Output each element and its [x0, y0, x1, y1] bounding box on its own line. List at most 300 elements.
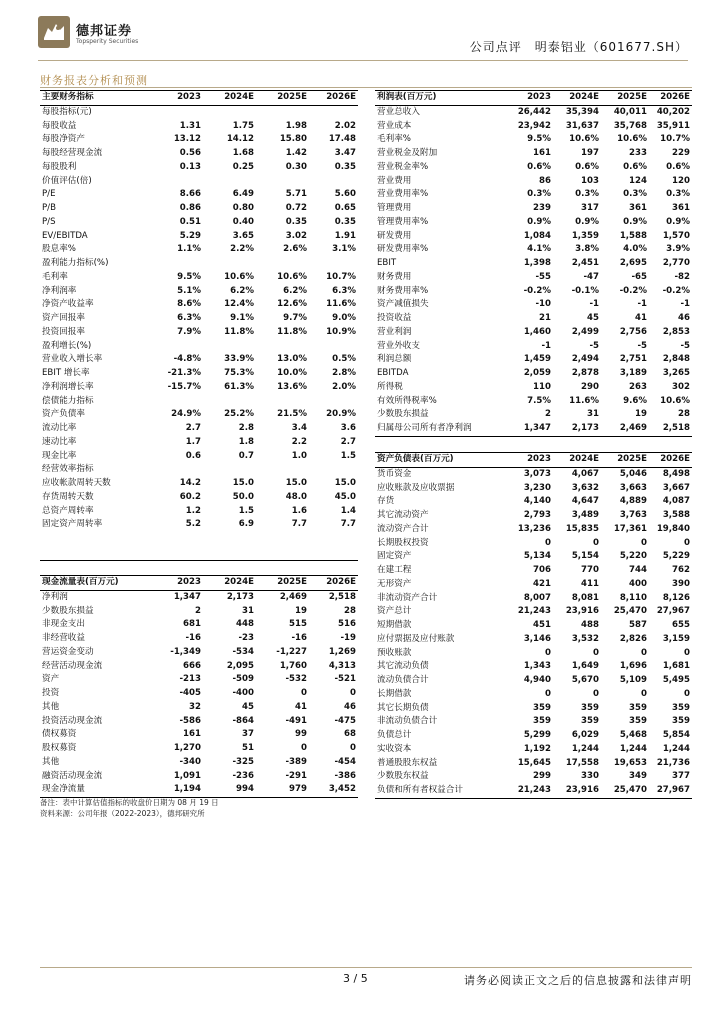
row-label: EBIT [377, 258, 397, 268]
column-header: 2025E [256, 91, 309, 106]
cell-value: 110 [533, 381, 551, 392]
row-label: 其它流动负债 [377, 661, 429, 672]
row-label: 每股收益 [42, 120, 77, 131]
table-row [40, 133, 358, 147]
cell-value: 3,667 [662, 482, 690, 493]
cell-value: 26,442 [517, 106, 551, 117]
cell-value: 10.6% [277, 271, 307, 282]
table-row [375, 105, 692, 119]
cell-value: 0 [684, 688, 690, 699]
cell-value: 14.12 [226, 134, 254, 145]
table-row [40, 701, 358, 715]
cell-value: 4,313 [328, 660, 356, 671]
cell-value: 10.6% [224, 271, 254, 282]
row-label: 营业总收入 [377, 106, 420, 117]
table-header-row [375, 453, 692, 468]
row-label: 应收帐款周转天数 [42, 478, 111, 488]
column-header: 2026E [649, 91, 692, 106]
cell-value: 3,265 [662, 368, 690, 378]
table-row [40, 618, 358, 632]
page-header [38, 14, 688, 61]
table-row [40, 491, 358, 505]
cell-value: 161 [183, 729, 201, 740]
row-label: 净利润 [42, 591, 68, 602]
cell-value: 0.6 [185, 450, 201, 461]
cell-value: 32 [189, 701, 201, 712]
cell-value: 1.5 [238, 505, 254, 516]
cell-value: 4,647 [571, 496, 599, 507]
cell-value [309, 395, 358, 409]
cell-value: 31,637 [565, 120, 599, 131]
cell-value: -5 [589, 340, 599, 351]
cell-value: 2,695 [619, 258, 647, 268]
row-label: 价值评估(倍) [42, 175, 92, 186]
cell-value: 5,046 [619, 468, 647, 479]
table-header-row [40, 576, 358, 591]
cell-value: 13.6% [277, 381, 307, 392]
cell-value: -405 [179, 688, 201, 698]
table-row [40, 340, 358, 354]
cell-value: 13,236 [517, 523, 551, 534]
cell-value: 5,220 [619, 551, 647, 562]
cell-value: -0.2% [619, 285, 647, 296]
cell-value: 1,359 [571, 230, 599, 241]
row-label: EBITDA [377, 368, 409, 378]
cell-value: 3,073 [523, 468, 551, 479]
cell-value: -521 [334, 674, 356, 685]
cell-value: 0.35 [334, 161, 356, 172]
column-header: 2023 [508, 91, 553, 106]
cell-value: 1.2 [185, 505, 201, 516]
cell-value: 0.3% [666, 189, 690, 200]
table-row [375, 285, 692, 299]
table-row [375, 161, 692, 175]
cell-value: 3,159 [662, 633, 690, 644]
cell-value: 6.3% [177, 313, 201, 323]
cell-value: -454 [334, 756, 356, 767]
cell-value: 1,244 [662, 743, 690, 754]
row-label: 经营活动现金流 [42, 660, 103, 671]
cell-value: 3,588 [662, 510, 690, 520]
cell-value: 12.4% [224, 299, 254, 310]
cell-value: 2,469 [601, 422, 649, 436]
logo-text: 德邦证券 [76, 24, 133, 39]
cell-value: 197 [581, 148, 599, 158]
cell-value: 706 [533, 565, 551, 575]
cell-value: 61.3% [224, 381, 254, 392]
cell-value: 5,154 [571, 551, 599, 562]
table-row [375, 243, 692, 257]
cell-value: 23,942 [517, 120, 551, 131]
cell-value: 2,826 [619, 633, 647, 644]
cell-value: 2,518 [649, 422, 692, 436]
cell-value: 33.9% [224, 354, 254, 365]
cell-value: 515 [289, 619, 307, 630]
cell-value: 7.9% [177, 326, 201, 337]
cell-value: 2,173 [226, 591, 254, 602]
table-row [375, 147, 692, 161]
row-label: 资产负债率 [42, 409, 85, 420]
cell-value [256, 546, 309, 560]
cell-value: 0.25 [232, 161, 254, 172]
table-title: 资产负债表(百万元) [375, 453, 508, 468]
row-label: 营业成本 [377, 120, 412, 131]
cell-value: 3,663 [619, 482, 647, 493]
table-row [40, 742, 358, 756]
cell-value: -475 [334, 715, 356, 726]
cell-value: 1.8 [238, 436, 254, 447]
cell-value: 46 [344, 701, 356, 712]
cell-value [203, 340, 256, 354]
cell-value: 377 [672, 771, 690, 782]
row-label: 归属母公司所有者净利润 [375, 422, 508, 436]
cell-value: 21.5% [277, 409, 307, 420]
cell-value: 2.7 [340, 436, 356, 447]
cell-value: 3.9% [666, 244, 690, 255]
table-row [40, 216, 358, 230]
cell-value: 0.6% [623, 161, 647, 172]
cell-value: -4.8% [173, 354, 201, 365]
column-header: 2024E [203, 91, 256, 106]
cell-value: 359 [581, 716, 599, 727]
row-label: 营运资金变动 [42, 646, 94, 657]
row-label: 流动资产合计 [377, 523, 429, 534]
cell-value: 0.56 [179, 148, 201, 158]
cell-value: 0.9% [575, 216, 599, 227]
cell-value: 51 [242, 743, 254, 753]
cell-value: 2.02 [334, 120, 356, 131]
table-row [40, 257, 358, 271]
table-row [375, 674, 692, 688]
row-label: 股息率% [42, 244, 76, 255]
row-label: 研发费用率% [377, 244, 429, 255]
cell-value: 2,770 [662, 258, 690, 268]
cell-value: 50.0 [232, 491, 254, 502]
cell-value: 46 [678, 313, 690, 323]
row-label: 固定资产周转率 [42, 519, 103, 530]
row-label: 速动比率 [42, 436, 77, 447]
row-label: 非经营收益 [42, 633, 85, 643]
cell-value [309, 257, 358, 271]
row-label: 所得税 [377, 381, 403, 392]
table-row [40, 202, 358, 216]
table-row [375, 495, 692, 509]
cell-value: 0.13 [179, 161, 201, 172]
cell-value [256, 532, 309, 546]
cell-value: 75.3% [224, 368, 254, 378]
cell-value: 0.3% [575, 189, 599, 200]
cell-value: 3.65 [232, 230, 254, 241]
cell-value: 0.65 [334, 203, 356, 213]
cell-value: 2 [545, 409, 551, 420]
cell-value: 979 [256, 783, 309, 797]
cell-value: 2,756 [619, 326, 647, 337]
cell-value: 0.35 [285, 216, 307, 227]
row-label: P/S [42, 216, 56, 227]
cell-value: -5 [637, 340, 647, 351]
table-row [40, 353, 358, 367]
cell-value: 1,459 [523, 354, 551, 365]
table-row [40, 450, 358, 464]
table-row [40, 120, 358, 134]
table-row [375, 537, 692, 551]
cell-value: 3,763 [619, 510, 647, 520]
column-header: 2026E [649, 453, 692, 468]
cell-value: 5.2 [185, 519, 201, 530]
table-row [375, 120, 692, 134]
table-row [375, 230, 692, 244]
cell-value: 359 [533, 716, 551, 727]
cell-value: 86 [539, 175, 551, 186]
cell-value: 10.7% [660, 134, 690, 145]
cell-value: -0.2% [662, 285, 690, 296]
cell-value: 10.9% [326, 326, 356, 337]
cell-value: 21 [539, 313, 551, 323]
cell-value: -21.3% [167, 368, 201, 378]
table-row [375, 770, 692, 784]
cell-value: 12.6% [277, 299, 307, 310]
cell-value: 1,347 [508, 422, 553, 436]
cell-value: -325 [232, 756, 254, 767]
cell-value: 15,645 [517, 757, 551, 768]
table-row [375, 408, 692, 422]
cell-value: 0 [641, 537, 647, 548]
cell-value: 5,854 [662, 730, 690, 740]
cell-value [158, 340, 203, 354]
table-row [40, 728, 358, 742]
row-label: 营业利润 [377, 326, 412, 337]
table-row [40, 230, 358, 244]
row-label: 净利润率 [42, 285, 77, 296]
table-row [375, 743, 692, 757]
table-title: 现金流量表(百万元) [40, 576, 158, 591]
column-header: 2025E [601, 453, 649, 468]
cell-value: 25.2% [224, 409, 254, 420]
cell-value: 15,835 [565, 523, 599, 534]
column-header: 2026E [309, 91, 358, 106]
row-label: 管理费用 [377, 203, 412, 213]
cell-value: 4,940 [523, 675, 551, 685]
row-label: 营业税金及附加 [377, 148, 438, 158]
cell-value: 0.6% [575, 161, 599, 172]
table-title: 主要财务指标 [40, 91, 158, 106]
cell-value: 3.4 [291, 423, 307, 433]
table-row [40, 408, 358, 422]
cell-value: 1.6 [291, 505, 307, 516]
cell-value: 302 [672, 381, 690, 392]
table-row [40, 422, 358, 436]
cell-value: 1.4 [340, 505, 356, 516]
cell-value [158, 105, 203, 119]
table-row [375, 660, 692, 674]
row-label: 营业费用率% [377, 189, 429, 200]
table-row [40, 175, 358, 189]
cell-value: 21,243 [508, 784, 553, 798]
row-label: 负债总计 [377, 730, 412, 740]
table-row [40, 298, 358, 312]
cell-value: 1.91 [334, 230, 356, 241]
row-label [40, 546, 158, 560]
cell-value: 48.0 [285, 491, 307, 502]
cell-value: 2,848 [662, 354, 690, 365]
table-row [375, 578, 692, 592]
table-title: 利润表(百万元) [375, 91, 508, 106]
table-row [375, 202, 692, 216]
row-label: 应收账款及应收票据 [377, 482, 455, 493]
cell-value: 0 [301, 688, 307, 698]
cell-value: -236 [232, 770, 254, 781]
balance-sheet-table [375, 452, 692, 799]
section-title: 财务报表分析和预测 [40, 74, 148, 87]
cell-value: 103 [581, 175, 599, 186]
cell-value: -16 [185, 633, 201, 643]
cell-value: 1,084 [523, 230, 551, 241]
column-header: 2024E [553, 453, 601, 468]
column-header: 2023 [508, 453, 553, 468]
cell-value: 239 [533, 203, 551, 213]
cell-value [203, 532, 256, 546]
table-row [375, 509, 692, 523]
row-label: 盈利能力指标(%) [42, 258, 109, 268]
cell-value [158, 532, 203, 546]
cell-value: 5.60 [334, 189, 356, 200]
row-label: 股权募资 [42, 743, 77, 753]
cell-value [309, 546, 358, 560]
cell-value: 9.0% [332, 313, 356, 323]
cell-value: 2.2 [291, 436, 307, 447]
cell-value: 68 [344, 729, 356, 740]
cell-value: 0 [684, 537, 690, 548]
row-label: 投资回报率 [42, 326, 85, 337]
cell-value: 3.6 [340, 423, 356, 433]
cell-value: 516 [338, 619, 356, 630]
row-label: 每股股利 [42, 161, 77, 172]
cell-value [309, 532, 358, 546]
cell-value: 0.80 [232, 203, 254, 213]
cell-value: 1,269 [328, 646, 356, 657]
cell-value: -0.2% [523, 285, 551, 296]
cell-value: -340 [179, 756, 201, 767]
row-label: 净利润增长率 [42, 381, 94, 392]
cell-value: 5,299 [523, 730, 551, 740]
cell-value: 27,967 [656, 606, 690, 617]
table-row [40, 271, 358, 285]
cell-value: 31 [242, 605, 254, 616]
cell-value: 4,087 [662, 496, 690, 507]
cell-value: 7.7 [291, 519, 307, 530]
cell-value: 0.9% [666, 216, 690, 227]
cell-value: 8,498 [662, 468, 690, 479]
cell-value: 0 [684, 647, 690, 658]
cell-value: 8,081 [571, 592, 599, 603]
cell-value: 0.6% [527, 161, 551, 172]
cell-value: 9.5% [177, 271, 201, 282]
cell-value: 2.7 [185, 423, 201, 433]
cell-value: -386 [334, 770, 356, 781]
cell-value [256, 175, 309, 189]
cell-value: 411 [581, 578, 599, 589]
cell-value: 3.1% [332, 244, 356, 255]
row-label: 债权募资 [42, 729, 77, 740]
row-label: 预收账款 [377, 647, 412, 658]
table-row [40, 518, 358, 532]
cell-value: 45.0 [334, 491, 356, 502]
cell-value: -1 [541, 340, 551, 351]
table-row [40, 147, 358, 161]
cell-value: 25,470 [601, 784, 649, 798]
cell-value: 11.6% [326, 299, 356, 310]
cell-value: 0 [350, 688, 356, 698]
cell-value: 2,878 [571, 368, 599, 378]
cell-value: 15.0 [232, 478, 254, 488]
cell-value: 10.6% [617, 134, 647, 145]
cell-value: 448 [236, 619, 254, 630]
cell-value [203, 546, 256, 560]
cell-value: 1,244 [571, 743, 599, 754]
row-label: P/B [42, 203, 56, 213]
cell-value: 0.86 [179, 203, 201, 213]
table-row [375, 340, 692, 354]
cell-value: 2,751 [619, 354, 647, 365]
row-label: 投资收益 [377, 313, 412, 323]
cell-value: 3,189 [619, 368, 647, 378]
cell-value: 120 [672, 175, 690, 186]
row-label: 财务费用率% [377, 285, 429, 296]
cell-value: 3,489 [571, 510, 599, 520]
cell-value: 41 [635, 313, 647, 323]
table-row [375, 271, 692, 285]
cell-value: 3,452 [309, 783, 358, 797]
cell-value: 1,760 [279, 660, 307, 671]
cell-value: 0.51 [179, 216, 201, 227]
cell-value: 3,230 [523, 482, 551, 493]
cell-value: 9.6% [623, 395, 647, 406]
cell-value: 17,361 [613, 523, 647, 534]
cell-value: 8,007 [523, 592, 551, 603]
table-row [40, 605, 358, 619]
cell-value: 0 [545, 688, 551, 699]
row-label: 其它流动资产 [377, 510, 429, 520]
cell-value: 1.68 [232, 148, 254, 158]
table-row [375, 550, 692, 564]
cell-value: -47 [583, 271, 599, 282]
cell-value: 359 [581, 702, 599, 713]
table-row [40, 505, 358, 519]
cell-value: 1,347 [173, 591, 201, 602]
cell-value: 4,889 [619, 496, 647, 507]
cell-value: 290 [581, 381, 599, 392]
row-label: 现金比率 [42, 450, 77, 461]
cell-value: 5,229 [662, 551, 690, 562]
row-label: 有效所得税率% [377, 395, 437, 406]
cell-value: -82 [674, 271, 690, 282]
cell-value: 421 [533, 578, 551, 589]
table-row [375, 619, 692, 633]
cell-value [158, 546, 203, 560]
cell-value: 1,681 [662, 661, 690, 672]
table-row [40, 188, 358, 202]
row-label: P/E [42, 189, 56, 200]
cell-value: -213 [179, 674, 201, 685]
cell-value: 0 [545, 647, 551, 658]
table-row [375, 647, 692, 661]
row-label: 总资产周转率 [42, 505, 94, 516]
cell-value: 4.0% [623, 244, 647, 255]
row-label: 无形资产 [377, 578, 412, 589]
cell-value: 28 [344, 605, 356, 616]
table-row [40, 783, 358, 797]
cell-value: 4,140 [523, 496, 551, 507]
